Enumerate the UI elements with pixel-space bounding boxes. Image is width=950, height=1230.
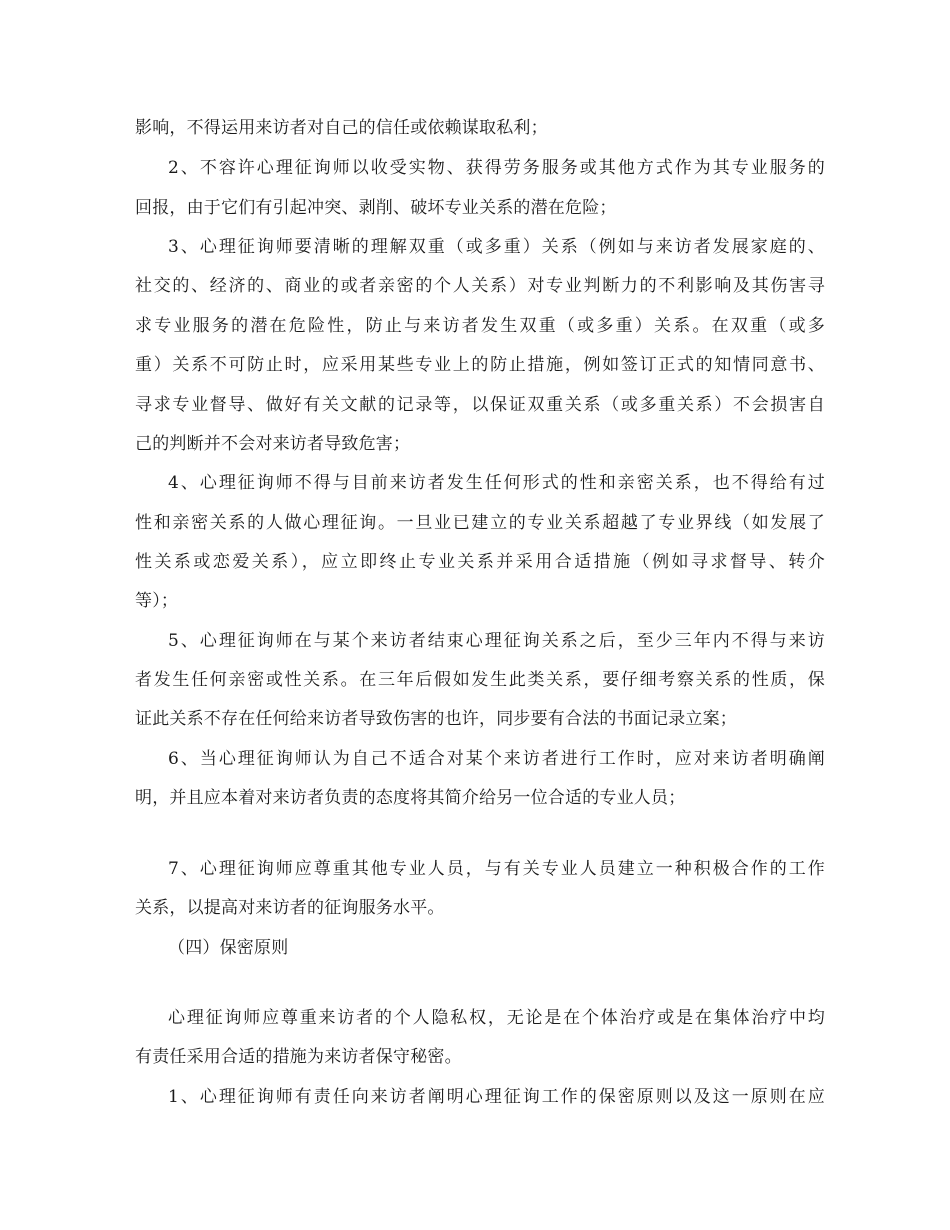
paragraph-line: 性和亲密关系的人做心理征询。一旦业已建立的专业关系超越了专业界线（如发展了 [135,513,825,533]
paragraph-line: 明，并且应本着对来访者负责的态度将其简介给另一位合适的专业人员； [135,788,686,808]
paragraph-line: 4、心理征询师不得与目前来访者发生任何形式的性和亲密关系，也不得给有过 [168,473,825,493]
paragraph-line: 关系，以提高对来访者的征询服务水平。 [135,898,445,918]
paragraph-line: 社交的、经济的、商业的或者亲密的个人关系）对专业判断力的不利影响及其伤害寻 [135,276,825,296]
paragraph-line: 3、心理征询师要清晰的理解双重（或多重）关系（例如与来访者发展家庭的、 [168,237,825,257]
paragraph-line: 回报，由于它们有引起冲突、剥削、破坏专业关系的潜在危险； [135,198,617,218]
paragraph-line: 7、心理征询师应尊重其他专业人员，与有关专业人员建立一种积极合作的工作 [168,859,825,879]
paragraph-line: 心理征询师应尊重来访者的个人隐私权，无论是在个体治疗或是在集体治疗中均 [168,1008,825,1028]
paragraph-line: 求专业服务的潜在危险性，防止与来访者发生双重（或多重）关系。在双重（或多 [135,316,825,336]
paragraph-line: 证此关系不存在任何给来访者导致伤害的也许，同步要有合法的书面记录立案； [135,709,737,729]
paragraph-line: 己的判断并不会对来访者导致危害； [135,434,411,454]
paragraph-line: 2、不容许心理征询师以收受实物、获得劳务服务或其他方式作为其专业服务的 [168,158,825,178]
paragraph-line: 有责任采用合适的措施为来访者保守秘密。 [135,1047,462,1067]
paragraph-line: 重）关系不可防止时，应采用某些专业上的防止措施，例如签订正式的知情同意书、 [135,355,825,375]
paragraph-line: 等）； [135,591,179,611]
paragraph-line: 性关系或恋爱关系），应立即终止专业关系并采用合适措施（例如寻求督导、转介 [135,552,825,572]
paragraph-line: 6、当心理征询师认为自己不适合对某个来访者进行工作时，应对来访者明确阐 [168,749,825,769]
paragraph-line: 1、心理征询师有责任向来访者阐明心理征询工作的保密原则以及这一原则在应 [168,1087,825,1107]
paragraph-line: 影响，不得运用来访者对自己的信任或依赖谋取私利； [135,118,548,138]
paragraph-line: 者发生任何亲密或性关系。在三年后假如发生此类关系，要仔细考察关系的性质，保 [135,670,825,690]
paragraph-line: 寻求专业督导、做好有关文献的记录等，以保证双重关系（或多重关系）不会损害自 [135,395,825,415]
section-heading: （四）保密原则 [168,938,289,958]
paragraph-line: 5、心理征询师在与某个来访者结束心理征询关系之后，至少三年内不得与来访 [168,631,825,651]
